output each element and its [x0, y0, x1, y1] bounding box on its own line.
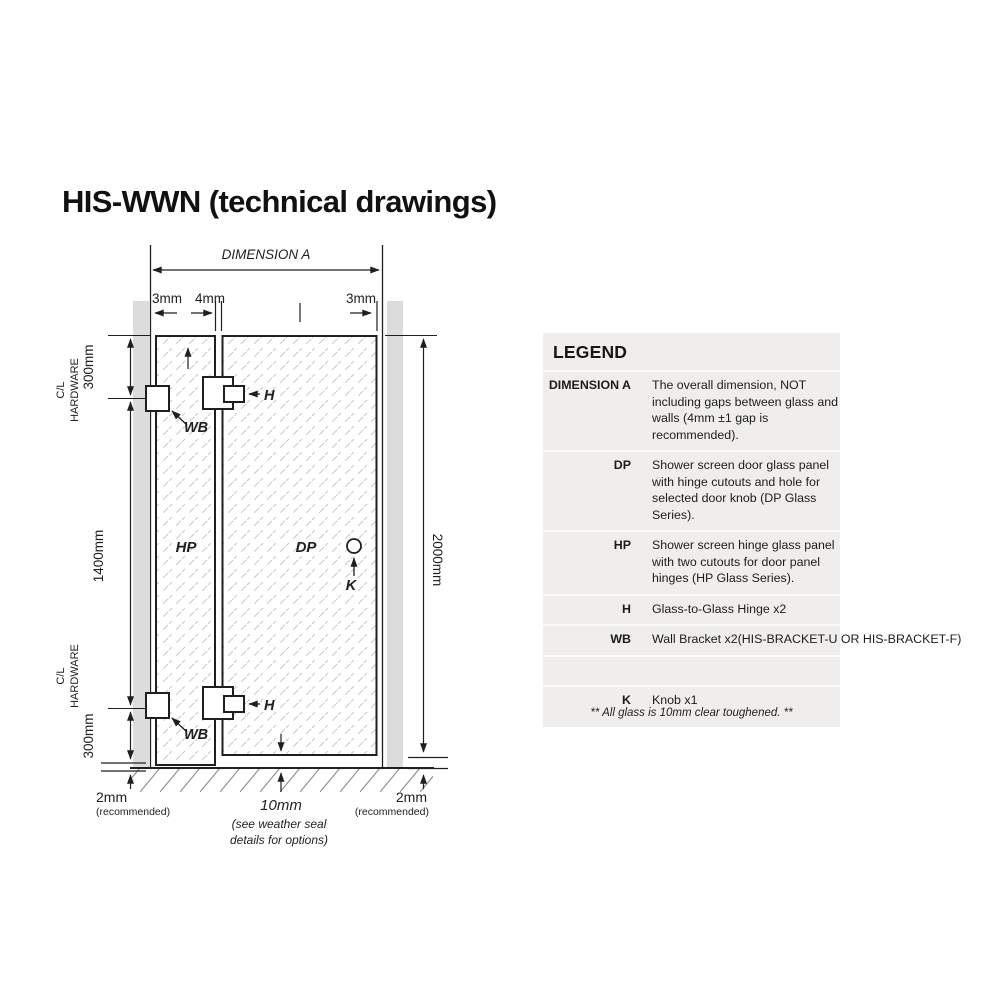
bottom-offset-label: 300mm [81, 713, 96, 759]
wall-bracket-bottom [146, 693, 169, 718]
middle-span-label: 1400mm [91, 529, 106, 583]
legend-row-hp [543, 530, 840, 594]
legend-desc: Glass-to-Glass Hinge x2 [652, 601, 787, 616]
door-floor-gap-label: 10mm [260, 797, 302, 814]
height-label: 2000mm [430, 533, 445, 587]
knob-label: K [345, 578, 357, 594]
legend-term: H [622, 601, 631, 616]
legend-desc: The overall dimension, NOT including gaps between glass and walls (4mm ±1 gap is recommended). [652, 378, 838, 442]
gap-right-label: 3mm [346, 291, 376, 306]
legend-row-dimension-a [543, 370, 840, 450]
top-gap-callouts [155, 301, 377, 331]
glass-footnote: ** All glass is 10mm clear toughened. ** [590, 707, 793, 719]
gap-left-label: 3mm [152, 291, 182, 306]
page-title: HIS-WWN (technical drawings) [62, 184, 497, 219]
legend-row-h [543, 594, 840, 625]
floor-gap-left-note: (recommended) [96, 806, 171, 818]
wall-bracket-top [146, 386, 169, 411]
legend-term: K [622, 692, 631, 707]
hinge-bottom-label: H [264, 698, 275, 714]
legend-term: DP [613, 458, 631, 472]
top-offset-label: 300mm [81, 344, 96, 390]
floor-gap-right-label: 2mm [395, 789, 427, 805]
legend-panel [543, 333, 962, 727]
legend-desc [652, 662, 840, 678]
seal-note-line2: details for options) [229, 833, 329, 847]
floor-hatch [131, 769, 433, 792]
knob-hole [347, 539, 361, 553]
legend-desc: Knob x1 [652, 692, 698, 707]
door-panel-label: DP [295, 539, 317, 556]
gap-middle-label: 4mm [195, 291, 225, 306]
floor-gap-left-label: 2mm [96, 789, 128, 805]
legend-title: LEGEND [553, 342, 628, 362]
floor-gap-right-note: (recommended) [354, 806, 429, 818]
wall-bracket-top-label: WB [184, 420, 209, 436]
legend-desc: Wall Bracket x2(HIS-BRACKET-U OR HIS-BRACKET-F) [652, 632, 962, 646]
cl-hardware-bottom-line1: C/L [55, 667, 67, 685]
legend-row-wb [543, 624, 962, 655]
legend-desc: Shower screen door glass panel with hinge cutouts and hole for selected door knob (DP Glass Series). [652, 458, 830, 522]
cl-hardware-bottom-line2: HARDWARE [69, 644, 81, 708]
legend-row-dp [543, 450, 840, 530]
cl-hardware-top-line2: HARDWARE [69, 358, 81, 422]
legend-row-empty [543, 655, 840, 685]
hinge-top-label: H [264, 388, 275, 404]
legend-desc: Shower screen hinge glass panel with two cutouts for door panel hinges (HP Glass Series). [652, 538, 835, 585]
dimension-a-label: DIMENSION A [221, 247, 311, 262]
legend-term: WB [610, 632, 631, 646]
wall-bracket-bottom-label: WB [184, 727, 209, 743]
seal-note-line1: (see weather seal [231, 817, 327, 831]
cl-hardware-top-line1: C/L [55, 381, 67, 399]
legend-term [543, 662, 631, 678]
legend-term: DIMENSION A [548, 378, 631, 392]
wall-right [387, 301, 403, 768]
legend-term: HP [613, 538, 631, 552]
hinge-panel-label: HP [175, 539, 197, 556]
